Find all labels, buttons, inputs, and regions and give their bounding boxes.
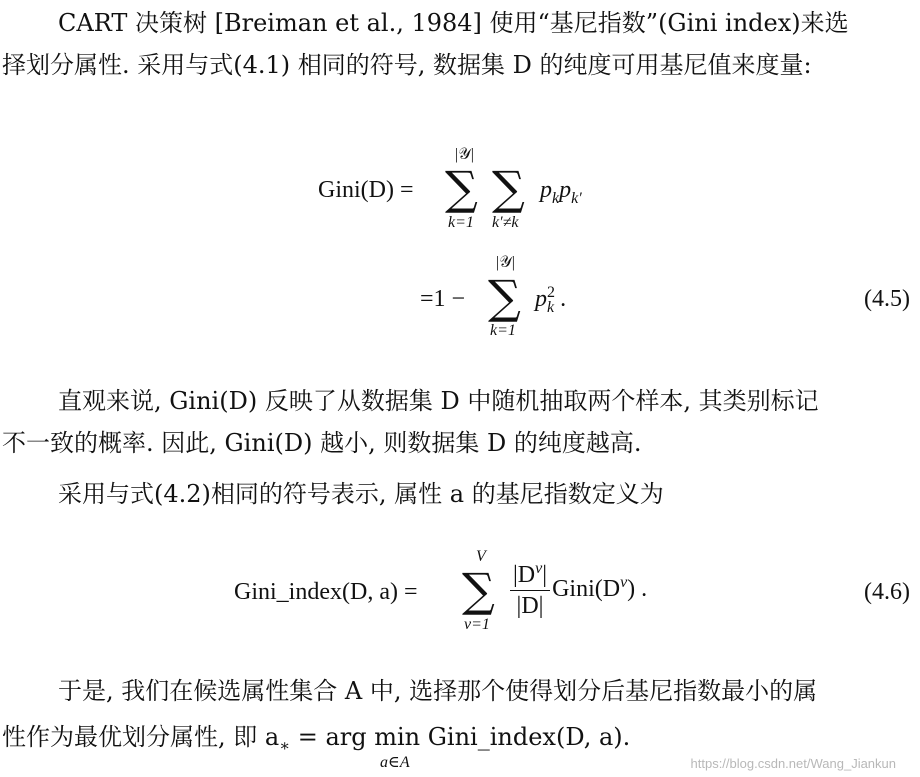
eq45-sum1-bottom: k=1 <box>448 214 474 231</box>
para2-line1: 直观来说, Gini(D) 反映了从数据集 D 中随机抽取两个样本, 其类别标记 <box>58 387 819 415</box>
para1-line2: 择划分属性. 采用与式(4.1) 相同的符号, 数据集 D 的纯度可用基尼值来度量: <box>2 51 812 79</box>
eq46-sum-top: V <box>476 548 486 565</box>
eq46-number: (4.6) <box>864 579 910 605</box>
eq45-sum3-sigma: ∑ <box>488 270 521 324</box>
para1-line1: CART 决策树 [Breiman et al., 1984] 使用“基尼指数”(Gini index)来选 <box>58 9 849 37</box>
eq45-sum2-sigma: ∑ <box>492 161 525 215</box>
eq45-sum1-top: |𝒴| <box>455 146 474 163</box>
para2-line2: 不一致的概率. 因此, Gini(D) 越小, 则数据集 D 的纯度越高. <box>2 429 642 457</box>
eq46-lhs: Gini_index(D, a) = <box>234 579 418 605</box>
eq45-term2: $p^2_k$ . <box>535 284 567 316</box>
para4-line2: 性作为最优划分属性, 即 $a_∗$ = arg min Gini_index(D, a). <box>2 723 631 755</box>
argmin-subscript: a∈A <box>380 754 410 771</box>
eq45-number: (4.5) <box>864 286 910 312</box>
eq46-sum-sigma: ∑ <box>462 563 495 617</box>
eq45-lhs: Gini(D) = <box>318 177 414 203</box>
eq45-line2-lhs: =1 − <box>420 286 466 312</box>
eq45-term1: $p_kp_{k'}$ <box>540 177 582 207</box>
para4-line1: 于是, 我们在候选属性集合 A 中, 选择那个使得划分后基尼指数最小的属 <box>58 677 818 705</box>
eq46-fraction: $\frac{|D^v|}{|D|}$ <box>510 560 550 621</box>
para3-line1: 采用与式(4.2)相同的符号表示, 属性 a 的基尼指数定义为 <box>58 480 664 508</box>
eq45-sum1-sigma: ∑ <box>445 161 478 215</box>
eq46-rhs: $\frac{|D^v|}{|D|}$ $Gini(D^v)$ . <box>508 560 647 621</box>
eq45-sum2-bottom: k′≠k <box>492 214 519 231</box>
watermark: https://blog.csdn.net/Wang_Jiankun <box>690 756 896 771</box>
eq45-sum3-bottom: k=1 <box>490 322 516 339</box>
eq45-sum3-top: |𝒴| <box>496 254 515 271</box>
eq46-sum-bottom: v=1 <box>464 616 490 633</box>
